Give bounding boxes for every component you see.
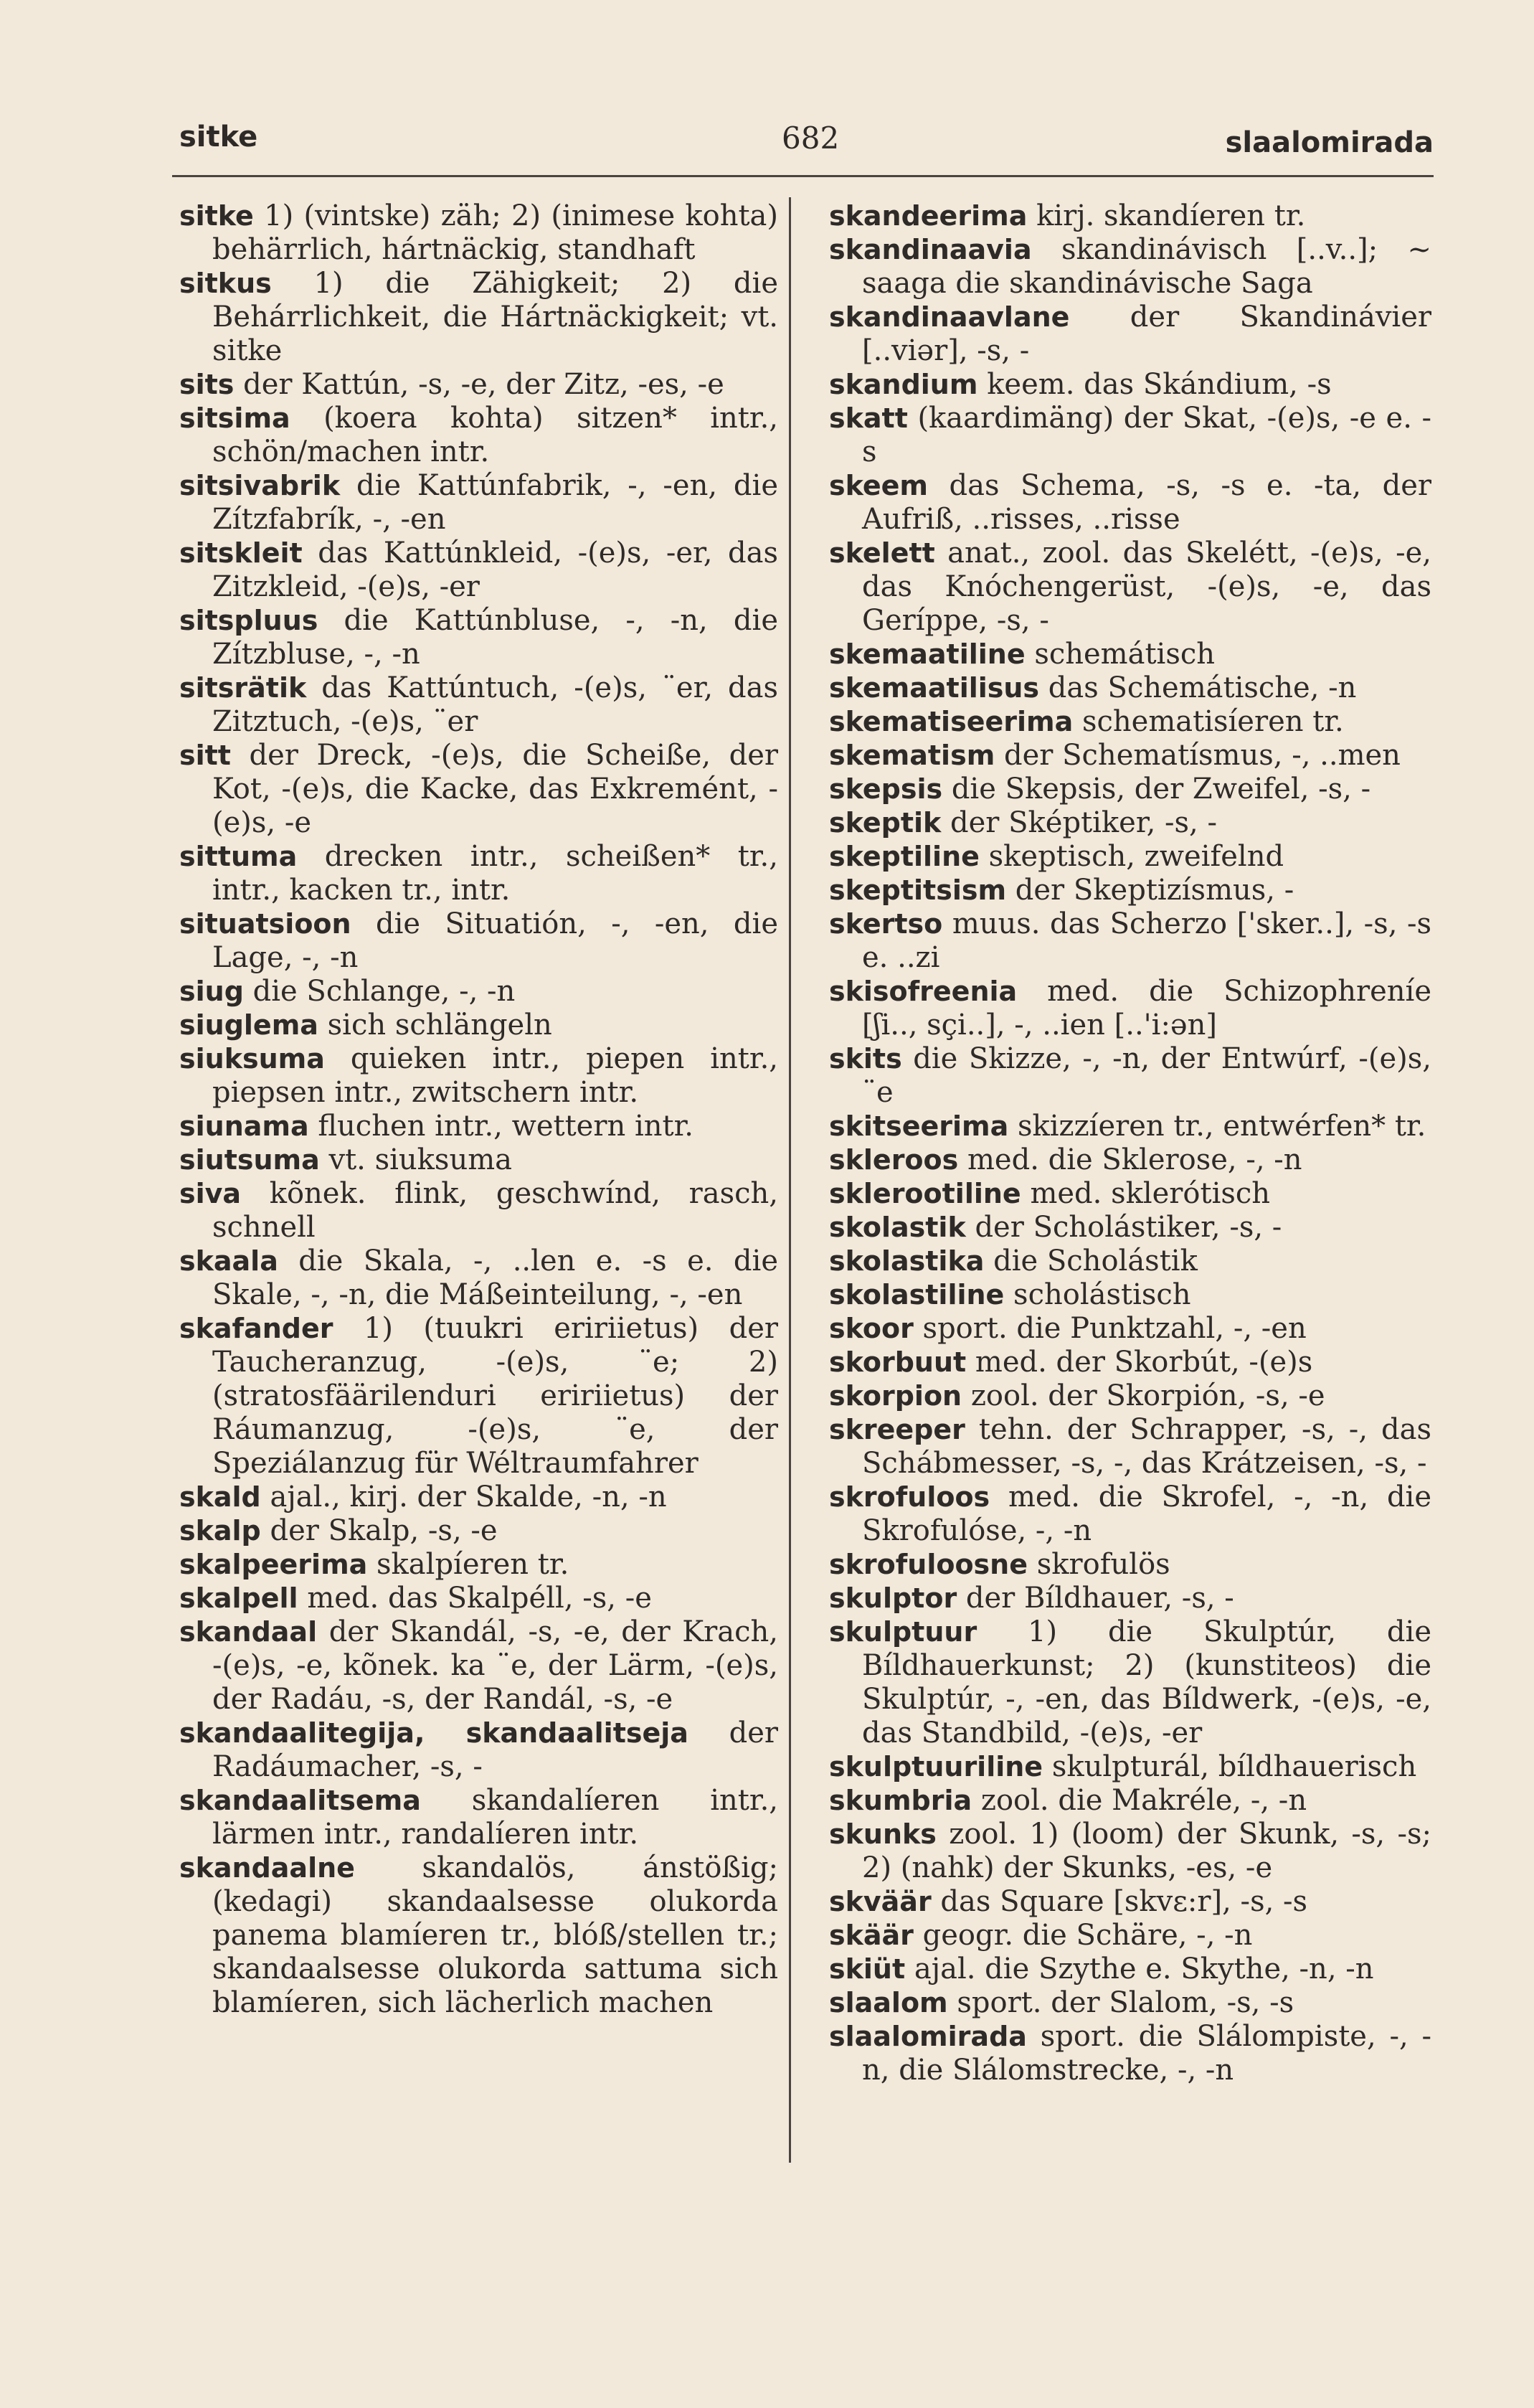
dictionary-entry — [829, 1885, 1431, 1919]
dictionary-entry — [829, 773, 1431, 806]
entry-headword: skemaatiline — [829, 638, 1026, 670]
dictionary-entry — [179, 840, 778, 907]
entry-definition: skalpíeren tr. — [377, 1548, 569, 1581]
entry-headword: slaalomirada — [829, 2021, 1027, 2052]
entry-definition: geogr. die Schäre, -, -n — [922, 1919, 1253, 1952]
entry-headword: skandaalitegija, skandaalitseja — [179, 1717, 688, 1749]
entry-headword: skleroos — [829, 1144, 959, 1176]
entry-definition: skulpturál, bíldhauerisch — [1051, 1750, 1417, 1783]
page-header — [179, 121, 1434, 172]
dictionary-entry — [829, 1346, 1431, 1379]
entry-definition: drecken intr., scheißen* tr., intr., kacken tr., intr. — [212, 840, 778, 907]
dictionary-entry — [829, 671, 1431, 705]
dictionary-entry — [829, 739, 1431, 773]
entry-headword: skrofuloos — [829, 1481, 990, 1513]
dictionary-entry — [829, 705, 1431, 739]
dictionary-entry — [829, 537, 1431, 638]
dictionary-entry — [179, 1784, 778, 1851]
entry-headword: sitkus — [179, 268, 272, 299]
entry-definition: die Kattúnfabrik, -, -en, die Zítzfabrík, -, -en — [212, 469, 779, 536]
entry-definition: muus. das Scherzo ['sker..], -s, -s e. ..zi — [862, 907, 1431, 974]
entry-headword: sittuma — [179, 841, 298, 872]
dictionary-entry — [829, 1481, 1431, 1548]
entry-definition: med. sklerótisch — [1030, 1177, 1271, 1210]
dictionary-entry — [179, 671, 778, 739]
dictionary-entry — [179, 267, 778, 368]
entry-headword: skeptik — [829, 807, 942, 839]
dictionary-entry — [829, 1379, 1431, 1413]
entry-headword: sitsima — [179, 402, 290, 434]
entry-definition: ajal., kirj. der Skalde, -n, -n — [270, 1481, 667, 1514]
entry-headword: slaalom — [829, 1987, 948, 2019]
entry-definition: der Kattún, -s, -e, der Zitz, -es, -e — [243, 368, 724, 401]
dictionary-entry — [829, 368, 1431, 402]
entry-headword: sitsivabrik — [179, 470, 341, 501]
entry-definition: der Scholástiker, -s, - — [975, 1211, 1282, 1244]
entry-definition: zool. der Skorpión, -s, -e — [970, 1379, 1325, 1412]
entry-headword: skandaalne — [179, 1852, 355, 1884]
dictionary-entry — [829, 469, 1431, 537]
entry-definition: das Kattúnkleid, -(e)s, -er, das Zitzkleid, -(e)s, -er — [212, 537, 778, 603]
page-number: 682 — [782, 121, 840, 156]
dictionary-entry — [829, 199, 1431, 233]
entry-headword: skalpell — [179, 1582, 298, 1614]
dictionary-entry — [179, 604, 778, 671]
entry-definition: die Scholástik — [993, 1245, 1198, 1278]
entry-headword: sitsrätik — [179, 672, 307, 704]
entry-headword: skisofreenia — [829, 976, 1018, 1007]
dictionary-entry — [829, 975, 1431, 1042]
entry-definition: zool. 1) (loom) der Skunk, -s, -s; 2) (nahk) der Skunks, -es, -e — [862, 1818, 1432, 1884]
dictionary-entry — [829, 1211, 1431, 1245]
entry-definition: der Radáumacher, -s, - — [212, 1717, 778, 1783]
entry-definition: ajal. die Szythe e. Skythe, -n, -n — [914, 1953, 1374, 1986]
entry-definition: der Skalp, -s, -e — [270, 1514, 498, 1547]
entry-definition: die Skepsis, der Zweifel, -s, - — [951, 773, 1371, 806]
entry-definition: das Schemátische, -n — [1048, 671, 1357, 704]
dictionary-entry — [829, 1177, 1431, 1211]
entry-headword: skandinaavia — [829, 234, 1032, 265]
left-column — [179, 199, 778, 2020]
dictionary-entry — [179, 1110, 778, 1143]
entry-headword: skeptitsism — [829, 874, 1007, 906]
dictionary-entry — [179, 1177, 778, 1245]
dictionary-entry — [829, 301, 1431, 368]
dictionary-entry — [179, 1481, 778, 1514]
entry-definition: das Schema, -s, -s e. -ta, der Aufriß, ..risses, ..risse — [862, 469, 1431, 536]
entry-headword: skandinaavlane — [829, 301, 1070, 333]
entry-headword: skaala — [179, 1245, 278, 1277]
dictionary-entry — [829, 1278, 1431, 1312]
entry-definition: med. der Skorbút, -(e)s — [975, 1346, 1313, 1379]
entry-headword: sklerootiline — [829, 1178, 1021, 1209]
dictionary-entry — [179, 1009, 778, 1042]
entry-headword: skulptuuriline — [829, 1751, 1043, 1783]
entry-headword: skatt — [829, 402, 908, 434]
entry-definition: der Schematísmus, -, ..men — [1004, 739, 1401, 772]
dictionary-entry — [179, 1514, 778, 1548]
entry-headword: skafander — [179, 1313, 333, 1344]
dictionary-entry — [829, 907, 1431, 975]
entry-definition: 1) die Skulptúr, die Bíldhauerkunst; 2) (kunstiteos) die Skulptúr, -, -en, das Bíldwerk, -(e)s, -e, das Standbild, -(e)s, -er — [862, 1615, 1431, 1750]
entry-headword: skäär — [829, 1920, 914, 1951]
entry-headword: skumbria — [829, 1785, 972, 1816]
entry-definition: zool. die Makréle, -, -n — [980, 1784, 1307, 1817]
entry-headword: skoor — [829, 1313, 914, 1344]
entry-headword: skandaalitsema — [179, 1785, 421, 1816]
entry-headword: skandeerima — [829, 200, 1028, 232]
dictionary-entry — [179, 1582, 778, 1615]
right-column — [829, 199, 1431, 2087]
entry-definition: kirj. skandíeren tr. — [1036, 199, 1306, 232]
entry-headword: sitt — [179, 740, 231, 771]
entry-headword: skeem — [829, 470, 929, 501]
entry-definition: das Square [skvɛ:r], -s, -s — [940, 1885, 1308, 1918]
dictionary-entry — [829, 402, 1431, 469]
entry-headword: siutsuma — [179, 1144, 320, 1176]
column-divider — [789, 197, 791, 2163]
dictionary-entry — [829, 874, 1431, 907]
entry-headword: skrofuloosne — [829, 1549, 1028, 1580]
dictionary-entry — [829, 840, 1431, 874]
entry-headword: skalp — [179, 1515, 261, 1547]
entry-definition: med. das Skalpéll, -s, -e — [307, 1582, 652, 1615]
entry-definition: schemátisch — [1034, 638, 1216, 671]
entry-headword: skulptor — [829, 1582, 957, 1614]
entry-definition: anat., zool. das Skelétt, -(e)s, -e, das Knóchengerüst, -(e)s, -e, das Geríppe, -s, - — [862, 537, 1431, 637]
entry-definition: die Schlange, -, -n — [252, 975, 516, 1008]
entry-headword: siunama — [179, 1110, 309, 1142]
dictionary-entry — [179, 537, 778, 604]
entry-headword: situatsioon — [179, 908, 351, 940]
entry-definition: sich schlängeln — [327, 1009, 552, 1042]
entry-headword: skalpeerima — [179, 1549, 368, 1580]
entry-headword: sitskleit — [179, 537, 303, 569]
entry-headword: skolastika — [829, 1245, 985, 1277]
dictionary-entry — [829, 1615, 1431, 1750]
entry-definition: kõnek. flink, geschwínd, rasch, schnell — [212, 1177, 779, 1244]
entry-definition: fluchen intr., wettern intr. — [318, 1110, 694, 1143]
header-first-word: sitke — [179, 121, 258, 154]
dictionary-entry — [829, 1042, 1431, 1110]
dictionary-entry — [179, 1143, 778, 1177]
entry-headword: skiüt — [829, 1953, 906, 1985]
entry-headword: skematism — [829, 740, 995, 771]
entry-headword: skits — [829, 1043, 902, 1075]
dictionary-entry — [829, 1953, 1431, 1986]
entry-headword: skertso — [829, 908, 943, 940]
entry-definition: der Skandál, -s, -e, der Krach, -(e)s, -e, kõnek. ka ¨e, der Lärm, -(e)s, der Radáu, -s, der Randál, -s, -e — [212, 1615, 778, 1716]
header-rule — [172, 175, 1434, 177]
entry-definition: sport. die Slálompiste, -, -n, die Slálomstrecke, -, -n — [862, 2020, 1431, 2087]
entry-definition: keem. das Skándium, -s — [987, 368, 1332, 401]
entry-headword: skorbuut — [829, 1346, 967, 1378]
entry-definition: der Skeptizísmus, - — [1015, 874, 1294, 907]
dictionary-entry — [179, 1851, 778, 2020]
entry-definition: skandinávisch [..v..]; ~ saaga die skandinávische Saga — [862, 233, 1431, 300]
entry-definition: die Kattúnbluse, -, -n, die Zítzbluse, -, -n — [212, 604, 778, 671]
entry-definition: die Situatión, -, -en, die Lage, -, -n — [212, 907, 778, 974]
entry-headword: skald — [179, 1481, 261, 1513]
entry-definition: sport. der Slalom, -s, -s — [957, 1986, 1294, 2019]
entry-definition: skizzíeren tr., entwérfen* tr. — [1017, 1110, 1426, 1143]
dictionary-entry — [829, 638, 1431, 671]
dictionary-entry — [179, 1245, 778, 1312]
dictionary-entry — [829, 233, 1431, 301]
entry-definition: sport. die Punktzahl, -, -en — [922, 1312, 1307, 1345]
entry-definition: skandalíeren intr., lärmen intr., randalíeren intr. — [212, 1784, 778, 1851]
entry-headword: skväär — [829, 1886, 932, 1917]
dictionary-entry — [179, 368, 778, 402]
entry-definition: med. die Skrofel, -, -n, die Skrofulóse, -, -n — [862, 1481, 1432, 1547]
entry-definition: med. die Schizophreníe [ʃi.., sçi..], -, ..ien [..'i:ən] — [862, 975, 1432, 1042]
entry-headword: skematiseerima — [829, 706, 1074, 737]
dictionary-entry — [829, 1818, 1431, 1885]
entry-headword: sitspluus — [179, 605, 318, 636]
dictionary-entry — [829, 1582, 1431, 1615]
dictionary-entry — [829, 1750, 1431, 1784]
entry-headword: skreeper — [829, 1414, 965, 1445]
entry-definition: die Skala, -, ..len e. -s e. die Skale, -, -n, die Máßeinteilung, -, -en — [212, 1245, 778, 1311]
dictionary-entry — [829, 1784, 1431, 1818]
dictionary-entry — [829, 806, 1431, 840]
dictionary-entry — [829, 1110, 1431, 1143]
entry-definition: skeptisch, zweifelnd — [988, 840, 1284, 873]
entry-headword: skolastik — [829, 1212, 966, 1243]
dictionary-entry — [179, 975, 778, 1009]
entry-definition: (kaardimäng) der Skat, -(e)s, -e e. -s — [862, 402, 1431, 468]
entry-definition: vt. siuksuma — [328, 1143, 512, 1176]
entry-headword: skemaatilisus — [829, 672, 1040, 704]
entry-headword: siva — [179, 1178, 242, 1209]
entry-headword: skitseerima — [829, 1110, 1009, 1142]
entry-headword: siuglema — [179, 1009, 318, 1041]
entry-headword: skandaal — [179, 1616, 318, 1648]
dictionary-entry — [829, 1986, 1431, 2020]
entry-definition: skandalös, ánstößig; (kedagi) skandaalsesse olukorda panema blamíeren tr., blóß/stellen tr.; skandaalsesse olukorda sattuma sich blamíeren, sich lächerlich machen — [212, 1851, 778, 2019]
entry-headword: skorpion — [829, 1380, 962, 1412]
dictionary-entry — [829, 1245, 1431, 1278]
entry-definition: schematisíeren tr. — [1081, 705, 1344, 738]
entry-definition: (koera kohta) sitzen* intr., schön/machen intr. — [212, 402, 778, 468]
dictionary-entry — [829, 1919, 1431, 1953]
entry-definition: skrofulös — [1036, 1548, 1170, 1581]
dictionary-entry — [179, 1717, 778, 1784]
dictionary-entry — [179, 402, 778, 469]
entry-headword: sitke — [179, 200, 254, 232]
entry-headword: skandium — [829, 369, 978, 400]
dictionary-entry — [179, 199, 778, 267]
entry-headword: siug — [179, 976, 244, 1007]
dictionary-entry — [179, 469, 778, 537]
dictionary-entry — [829, 1312, 1431, 1346]
entry-headword: skulptuur — [829, 1616, 977, 1648]
entry-definition: der Dreck, -(e)s, die Scheiße, der Kot, -(e)s, die Kacke, das Exkremént, -(e)s, -e — [212, 739, 779, 839]
header-last-word: slaalomirada — [1225, 126, 1434, 159]
entry-definition: das Kattúntuch, -(e)s, ¨er, das Zitztuch, -(e)s, ¨er — [212, 671, 778, 738]
entry-headword: skunks — [829, 1818, 937, 1850]
entry-headword: skeptiline — [829, 841, 980, 872]
entry-definition: 1) (tuukri eririietus) der Taucheranzug, -(e)s, ¨e; 2) (stratosfäärilenduri eririietus) der Ráumanzug, -(e)s, ¨e, der Speziálanzug für Wéltraumfahrer — [212, 1312, 779, 1480]
entry-definition: scholástisch — [1013, 1278, 1191, 1311]
dictionary-entry — [829, 1548, 1431, 1582]
entry-definition: quieken intr., piepen intr., piepsen intr., zwitschern intr. — [212, 1042, 778, 1109]
entry-definition: der Skandinávier [..viər], -s, - — [862, 301, 1431, 367]
dictionary-entry — [829, 2020, 1431, 2087]
entry-definition: die Skizze, -, -n, der Entwúrf, -(e)s, ¨e — [862, 1042, 1432, 1109]
dictionary-entry — [829, 1143, 1431, 1177]
dictionary-entry — [179, 1312, 778, 1481]
dictionary-entry — [179, 1615, 778, 1717]
entry-headword: skolastiline — [829, 1279, 1005, 1311]
entry-definition: med. die Sklerose, -, -n — [967, 1143, 1302, 1176]
entry-headword: siuksuma — [179, 1043, 325, 1075]
dictionary-entry — [179, 739, 778, 840]
entry-definition: 1) die Zähigkeit; 2) die Behárrlichkeit, die Hártnäckigkeit; vt. sitke — [212, 267, 779, 367]
entry-definition: der Bíldhauer, -s, - — [965, 1582, 1234, 1615]
entry-headword: skepsis — [829, 773, 943, 805]
dictionary-entry — [179, 1042, 778, 1110]
entry-definition: tehn. der Schrapper, -s, -, das Schábmesser, -s, -, das Krátzeisen, -s, - — [862, 1413, 1431, 1480]
entry-definition: 1) (vintske) zäh; 2) (inimese kohta) behärrlich, hártnäckig, standhaft — [212, 199, 778, 266]
dictionary-entry — [179, 907, 778, 975]
entry-headword: skelett — [829, 537, 935, 569]
dictionary-entry — [829, 1413, 1431, 1481]
dictionary-entry — [179, 1548, 778, 1582]
entry-headword: sits — [179, 369, 235, 400]
entry-definition: der Sképtiker, -s, - — [950, 806, 1217, 839]
